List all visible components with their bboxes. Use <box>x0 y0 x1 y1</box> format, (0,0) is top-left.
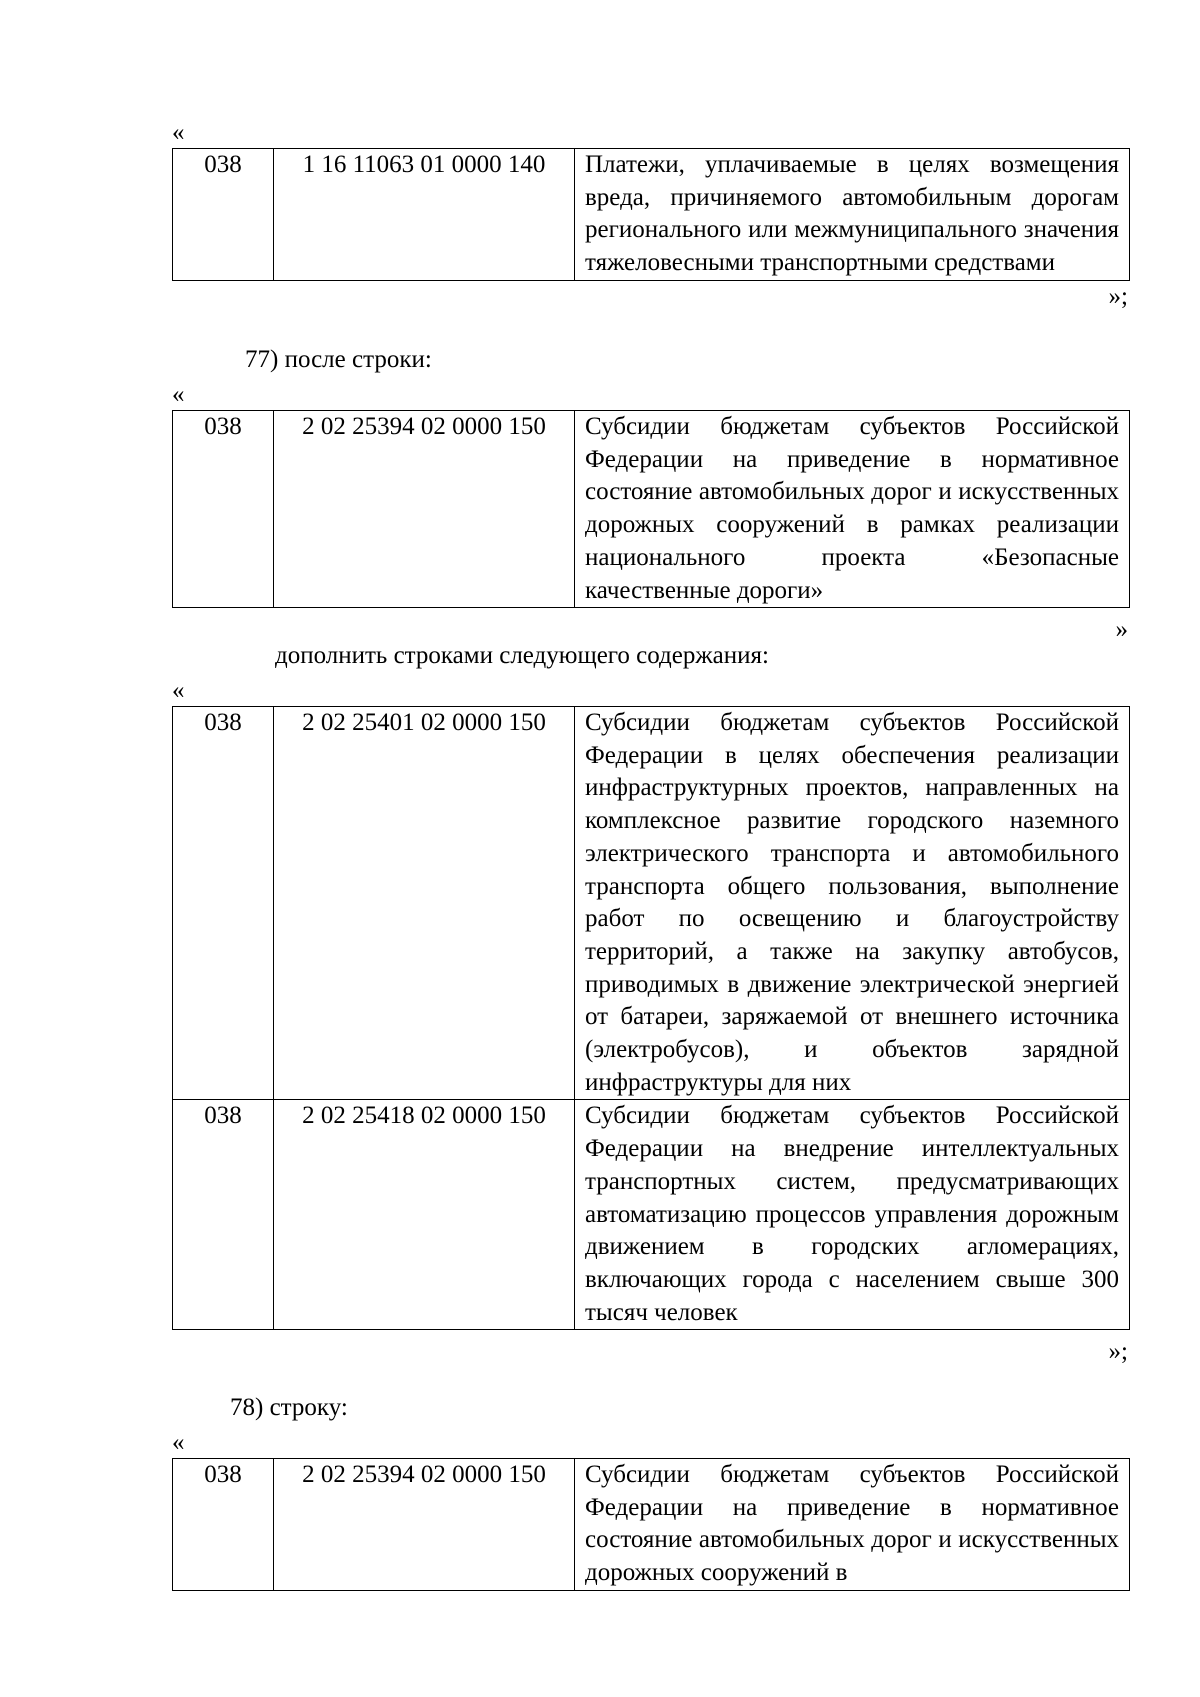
table-block-3 <box>172 676 1130 1368</box>
close-quote: » <box>1115 616 1128 644</box>
item-78-heading: 78) строку: <box>230 1394 348 1421</box>
table-row <box>173 411 1130 608</box>
open-quote: « <box>172 677 185 704</box>
admin-code-cell: 038 <box>173 1459 274 1591</box>
kbk-code-cell: 2 02 25394 02 0000 150 <box>274 1459 575 1591</box>
admin-code-cell: 038 <box>173 149 274 281</box>
close-quote: »; <box>1108 282 1128 310</box>
budget-table-3 <box>172 706 1130 1330</box>
supplement-heading: дополнить строками следующего содержания: <box>275 642 769 669</box>
close-quote: »; <box>1108 1338 1128 1366</box>
kbk-code-cell: 2 02 25394 02 0000 150 <box>274 411 575 608</box>
open-quote: « <box>172 1429 185 1456</box>
description-cell: Субсидии бюджетам субъектов Российской Федерации на приведение в нормативное состояние автомобильных дорог и искусственных дорожных сооружений в <box>575 1459 1130 1591</box>
table-row <box>173 707 1130 1100</box>
description-cell: Платежи, уплачиваемые в целях возмещения вреда, причиняемого автомобильным дорогам регионального или межмуниципального значения тяжеловесными транспортными средствами <box>575 149 1130 281</box>
table-block-1 <box>172 118 1130 313</box>
kbk-code-cell: 2 02 25418 02 0000 150 <box>274 1100 575 1330</box>
description-cell: Субсидии бюджетам субъектов Российской Федерации на приведение в нормативное состояние автомобильных дорог и искусственных дорожных сооружений в рамках реализации национального проекта «Безопасные качественные дороги» <box>575 411 1130 608</box>
kbk-code-cell: 2 02 25401 02 0000 150 <box>274 707 575 1100</box>
table-block-2 <box>172 380 1130 646</box>
open-quote: « <box>172 119 185 146</box>
budget-table-4 <box>172 1458 1130 1591</box>
admin-code-cell: 038 <box>173 411 274 608</box>
kbk-code-cell: 1 16 11063 01 0000 140 <box>274 149 575 281</box>
table-row <box>173 149 1130 281</box>
description-cell: Субсидии бюджетам субъектов Российской Федерации в целях обеспечения реализации инфраструктурных проектов, направленных на комплексное развитие городского наземного электрического транспорта и автомобильного транспорта общего пользования, выполнение работ по освещению и благоустройству территорий, а также на закупку автобусов, приводимых в движение электрической энергией от батареи, заряжаемой от внешнего источника (электробусов), и объектов зарядной инфраструктуры для них <box>575 707 1130 1100</box>
admin-code-cell: 038 <box>173 707 274 1100</box>
budget-table-1 <box>172 148 1130 281</box>
table-row <box>173 1459 1130 1591</box>
open-quote: « <box>172 381 185 408</box>
table-row <box>173 1100 1130 1330</box>
budget-table-2 <box>172 410 1130 608</box>
admin-code-cell: 038 <box>173 1100 274 1330</box>
description-cell: Субсидии бюджетам субъектов Российской Федерации на внедрение интеллектуальных транспортных систем, предусматривающих автоматизацию процессов управления дорожным движением в городских агломерациях, включающих города с населением свыше 300 тысяч человек <box>575 1100 1130 1330</box>
table-block-4 <box>172 1428 1130 1591</box>
item-77-heading: 77) после строки: <box>245 346 432 373</box>
